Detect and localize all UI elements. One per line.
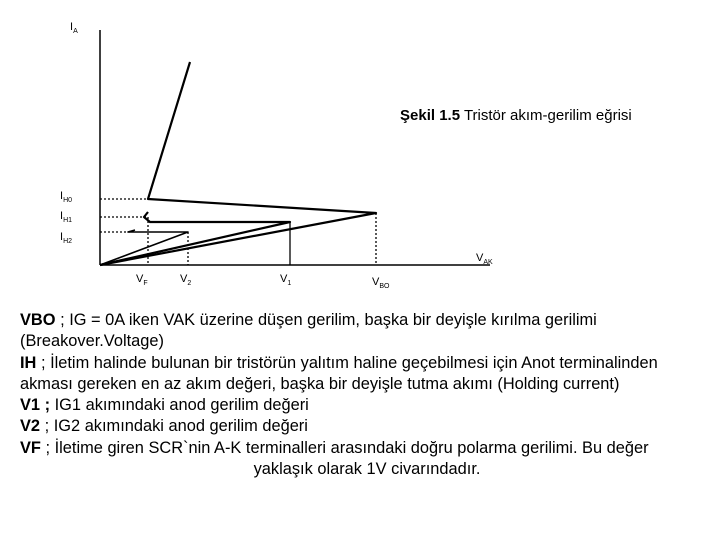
definition-v1: [20, 395, 714, 416]
term-vf: VF: [20, 438, 41, 457]
text-v1: IG1 akımındaki anod gerilim değeri: [50, 396, 309, 415]
definition-vbo: [20, 310, 714, 353]
voltage-label-vf: $V_F$: [136, 273, 148, 287]
voltage-label-vbo: $V_{BO}$: [372, 276, 390, 290]
term-vbo: VBO: [20, 311, 56, 329]
term-v2: V2: [20, 417, 41, 436]
text-vbo: ; IG = 0A iken VAK üzerine düşen gerilim, başka bir deyişle kırılma gerilimi (Breakover.Voltage): [20, 311, 597, 351]
curve-ig1: [100, 212, 290, 265]
current-label-ih1: $I_{H1}$: [60, 210, 73, 224]
term-v1: V1 ;: [20, 396, 51, 415]
iv-curves: [100, 62, 376, 265]
text-ih: ; İletim halinde bulunan bir tristörün yalıtım haline geçebilmesi için Anot terminalinden akması gereken en az akım değeri, başka bir deyişle tutma akımı (Holding current): [20, 353, 658, 393]
definition-vf-continued: yaklaşık olarak 1V civarındadır.: [253, 460, 481, 479]
figure-caption: Şekil 1.5 Tristör akım-gerilim eğrisi: [400, 107, 632, 124]
voltage-label-v2: $V_2$: [180, 273, 192, 287]
voltage-label-v1: $V_1$: [280, 273, 292, 287]
definitions: [20, 310, 714, 480]
text-v2: ; IG2 akımındaki anod gerilim değeri: [40, 417, 308, 436]
definition-vf: [20, 438, 714, 459]
current-label-ih0: $I_{H0}$: [60, 190, 73, 204]
definition-ih: [20, 353, 714, 396]
text-vf: ; İletime giren SCR`nin A-K terminalleri arasındaki doğru polarma gerilimi. Bu değer: [40, 438, 649, 457]
current-label-ih2: $I_{H2}$: [60, 231, 73, 245]
x-axis-label: $V_{AK}$: [476, 252, 493, 266]
definition-v2: [20, 416, 714, 437]
y-axis-label: $I_A$: [70, 21, 78, 35]
term-ih: IH: [20, 353, 37, 372]
